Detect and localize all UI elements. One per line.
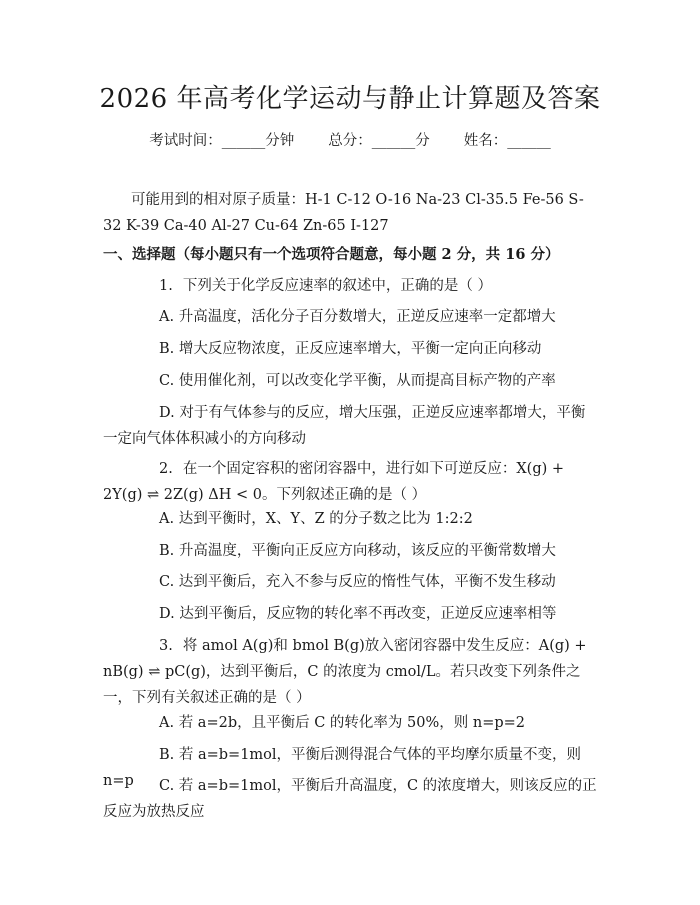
question-1-option-a: A. 升高温度，活化分子百分数增大，正逆反应速率一定都增大 [159,309,556,325]
exam-name-field: 姓名：______ [463,133,551,149]
question-2-option-d: D. 达到平衡后，反应物的转化率不再改变，正逆反应速率相等 [159,606,557,622]
question-2 [103,456,597,508]
question-number: 1. [159,278,173,294]
question-2-option-c: C. 达到平衡后，充入不参与反应的惰性气体，平衡不发生移动 [159,574,556,590]
question-number: 2. [159,461,173,477]
question-stem: 将 amol A(g)和 bmol B(g)放入密闭容器中发生反应：A(g) + nB(g) ⇌ pC(g)，达到平衡后，C 的浓度为 cmol/L。若只改变下列条件之一，下列有关叙述正确的是（ ） [103,638,587,706]
exam-score-field: 总分：______分 [328,133,430,149]
question-stem: 在一个固定容积的密闭容器中，进行如下可逆反应：X(g) + 2Y(g) ⇌ 2Z(g) ΔH < 0。下列叙述正确的是（ ） [103,461,565,503]
atomic-masses-note: 可能用到的相对原子质量：H-1 C-12 O-16 Na-23 Cl-35.5 Fe-56 S-32 K-39 Ca-40 Al-27 Cu-64 Zn-65 I-127 [103,192,584,234]
question-stem: 下列关于化学反应速率的叙述中，正确的是（ ） [182,278,492,294]
question-3 [103,633,597,711]
section-heading: 一、选择题（每小题只有一个选项符合题意，每小题 2 分，共 16 分） [103,246,560,263]
question-2-option-a: A. 达到平衡时，X、Y、Z 的分子数之比为 1:2:2 [159,511,473,527]
question-1-option-b: B. 增大反应物浓度，正反应速率增大，平衡一定向正向移动 [159,341,542,357]
exam-info-line [0,130,700,152]
question-1-option-c: C. 使用催化剂，可以改变化学平衡，从而提高目标产物的产率 [159,373,556,389]
question-1 [103,273,597,299]
question-1-option-d: D. 对于有气体参与的反应，增大压强，正逆反应速率都增大，平衡一定向气体体积减小的方向移动 [103,405,586,447]
question-number: 3. [159,638,173,654]
exam-time-field: 考试时间：______分钟 [149,133,295,149]
question-3-option-a: A. 若 a=2b，且平衡后 C 的转化率为 50%，则 n=p=2 [159,715,526,731]
question-3-option-c: C. 若 a=b=1mol，平衡后升高温度，C 的浓度增大，则该反应的正反应为放热反应 [103,778,597,820]
question-3-option-b: B. 若 a=b=1mol，平衡后测得混合气体的平均摩尔质量不变，则 n=p [103,747,582,789]
exam-title: 2026 年高考化学运动与静止计算题及答案 [99,84,601,114]
question-2-option-b: B. 升高温度，平衡向正反应方向移动，该反应的平衡常数增大 [159,543,556,559]
